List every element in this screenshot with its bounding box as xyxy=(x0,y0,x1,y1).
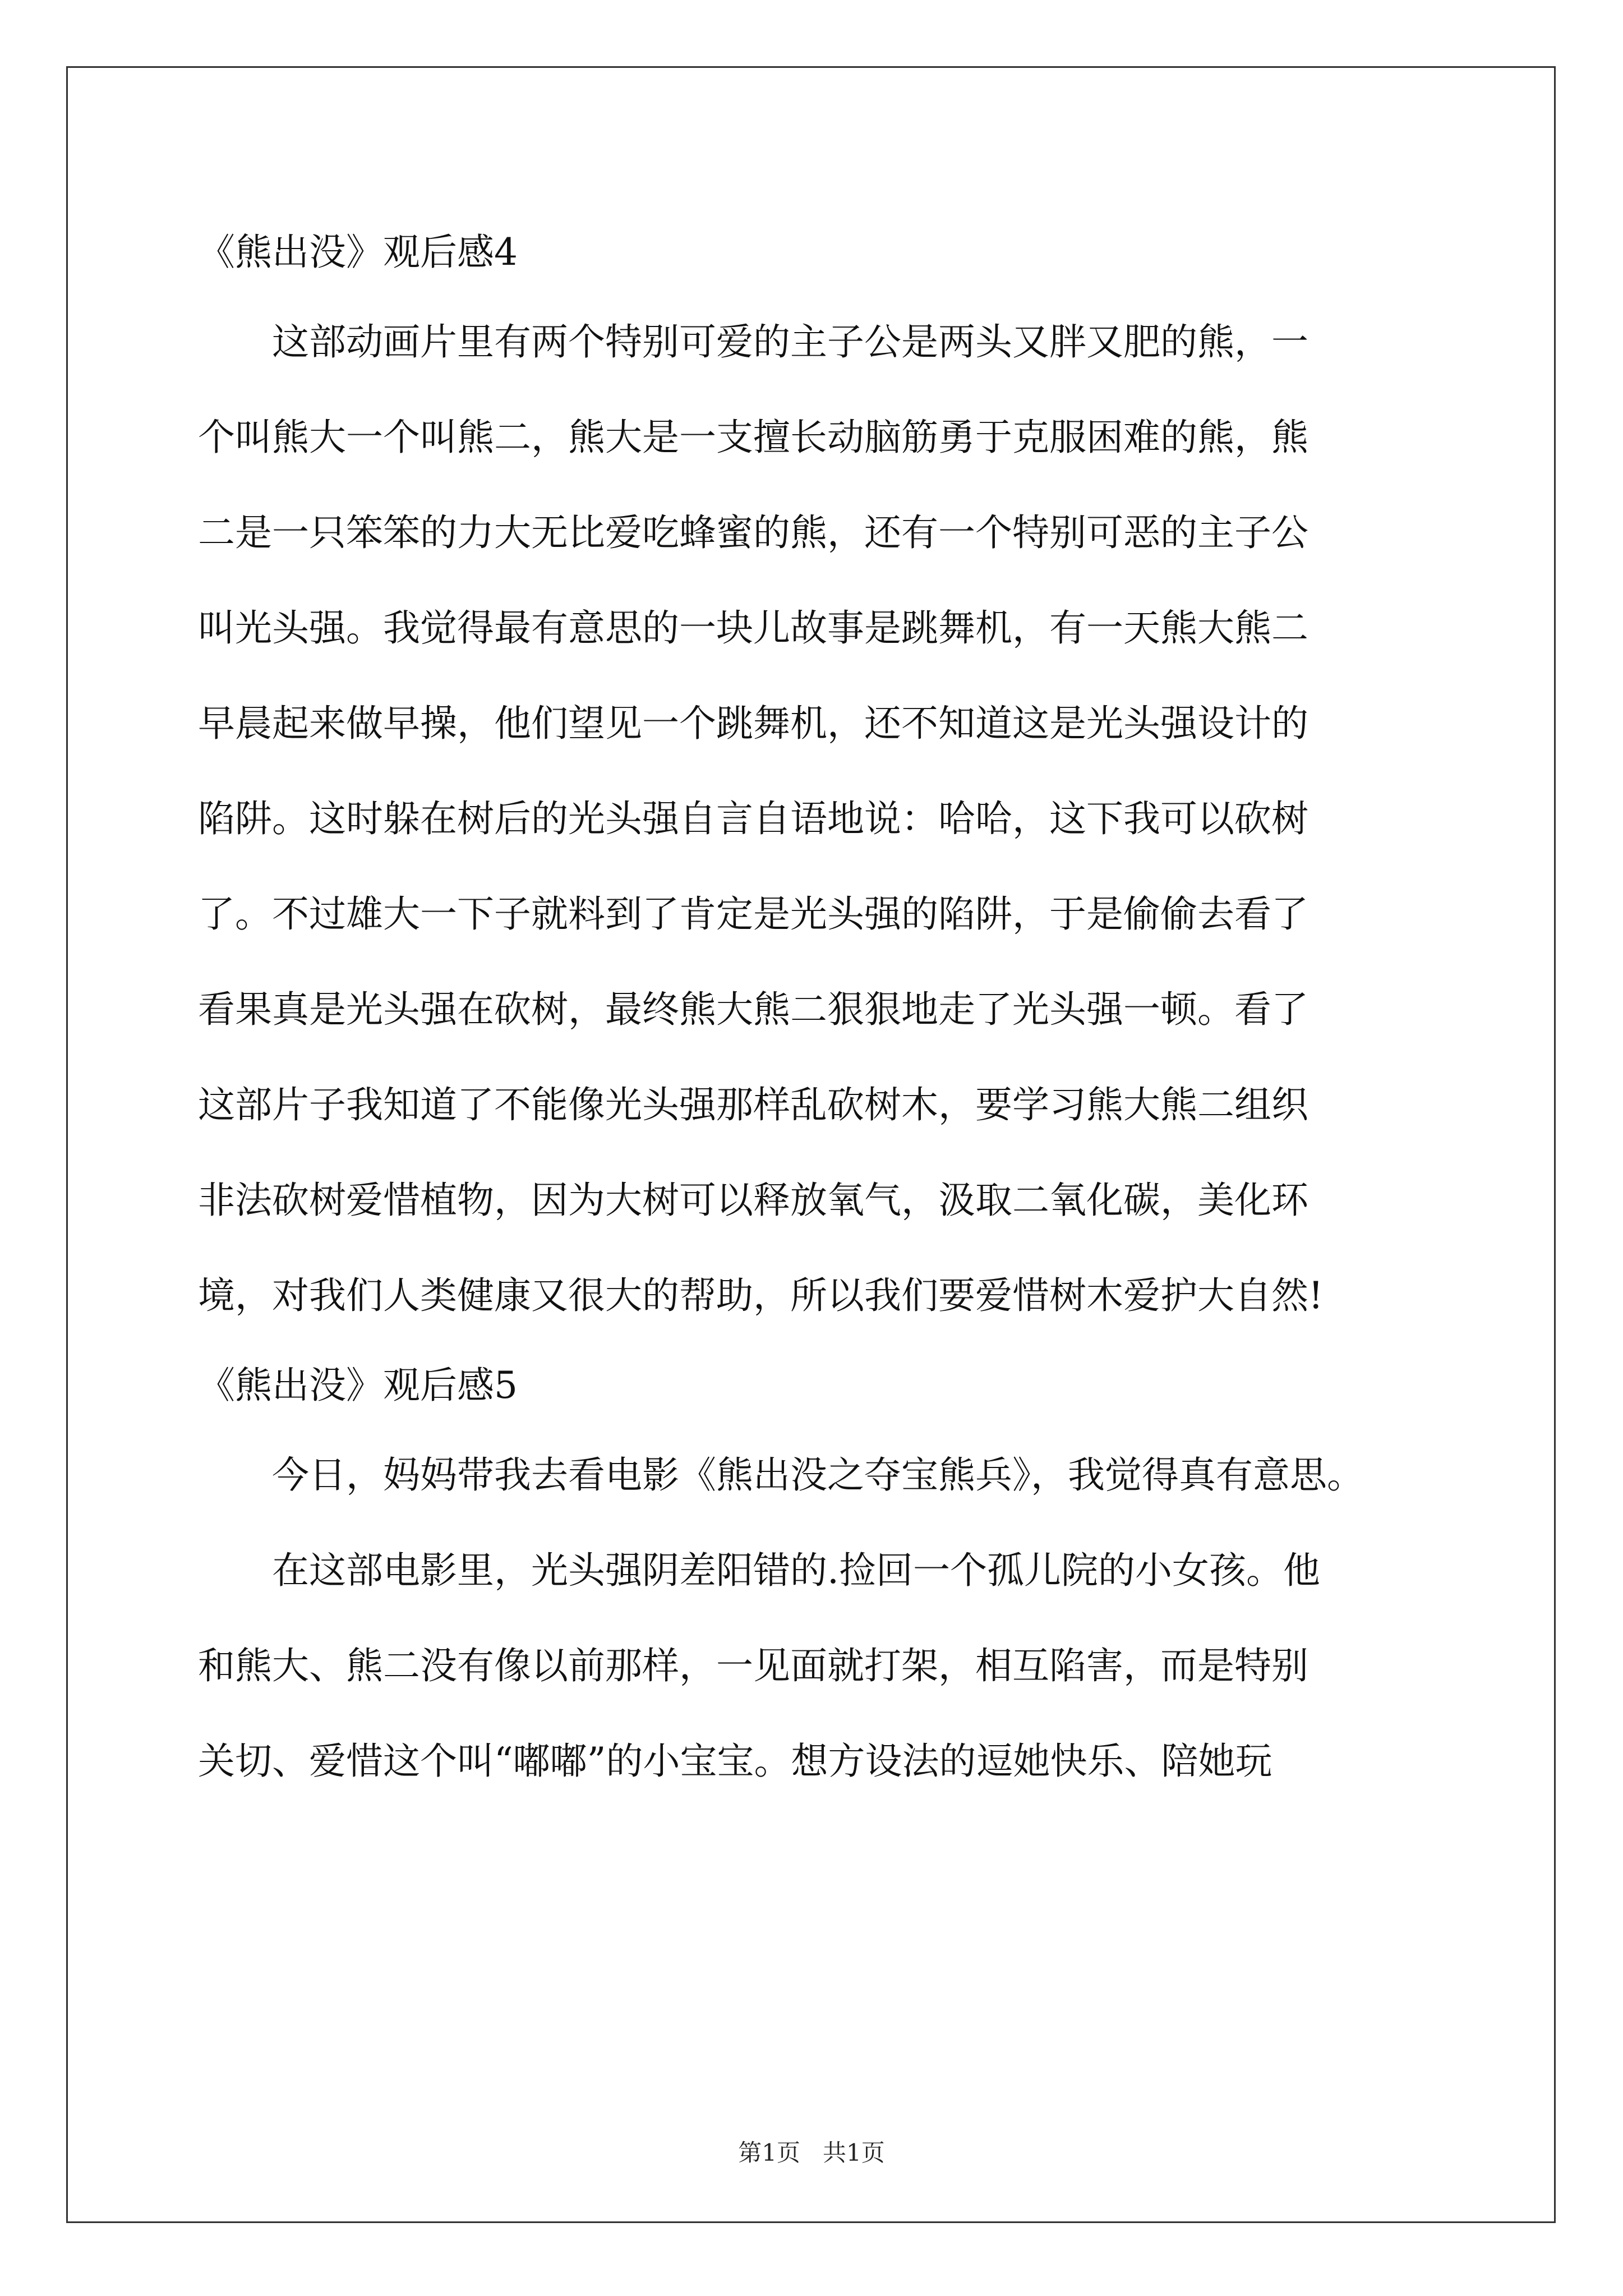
paragraph-line: 看果真是光头强在砍树，最终熊大熊二狠狠地走了光头强一顿。看了 xyxy=(198,988,1308,1031)
section-title-4: 《熊出没》观后感4 xyxy=(198,231,518,274)
paragraph-line: 早晨起来做早操，他们望见一个跳舞机，还不知道这是光头强设计的 xyxy=(198,702,1308,745)
paragraph-line: 叫光头强。我觉得最有意思的一块儿故事是跳舞机，有一天熊大熊二 xyxy=(198,606,1308,650)
paragraph-line: 陷阱。这时躲在树后的光头强自言自语地说：哈哈，这下我可以砍树 xyxy=(198,797,1308,840)
paragraph-line: 非法砍树爱惜植物，因为大树可以释放氧气，汲取二氧化碳，美化环 xyxy=(198,1179,1308,1222)
paragraph-line: 和熊大、熊二没有像以前那样，一见面就打架，相互陷害，而是特别 xyxy=(198,1644,1308,1687)
paragraph-line: 了。不过雄大一下子就料到了肯定是光头强的陷阱，于是偷偷去看了 xyxy=(198,892,1308,936)
paragraph-line: 个叫熊大一个叫熊二，熊大是一支擅长动脑筋勇于克服困难的熊，熊 xyxy=(198,416,1308,459)
page-footer xyxy=(0,2134,1623,2168)
page-number: 第1页 xyxy=(738,2139,800,2166)
paragraph-line: 二是一只笨笨的力大无比爱吃蜂蜜的熊，还有一个特别可恶的主子公 xyxy=(198,511,1308,554)
paragraph-line: 境，对我们人类健康又很大的帮助，所以我们要爱惜树木爱护大自然! xyxy=(198,1274,1324,1317)
paragraph-line: 这部动画片里有两个特别可爱的主子公是两头又胖又肥的熊，一 xyxy=(272,320,1308,364)
section-title-5: 《熊出没》观后感5 xyxy=(198,1364,518,1407)
paragraph-line: 这部片子我知道了不能像光头强那样乱砍树木，要学习熊大熊二组织 xyxy=(198,1083,1308,1126)
page-total: 共1页 xyxy=(823,2139,885,2166)
paragraph-line: 在这部电影里，光头强阴差阳错的.捡回一个孤儿院的小女孩。他 xyxy=(272,1549,1320,1592)
paragraph-line: 关切、爱惜这个叫“嘟嘟”的小宝宝。想方设法的逗她快乐、陪她玩 xyxy=(198,1740,1272,1783)
paragraph-line: 今日，妈妈带我去看电影《熊出没之夺宝熊兵》，我觉得真有意思。 xyxy=(272,1453,1364,1497)
document-body xyxy=(198,210,1437,1809)
